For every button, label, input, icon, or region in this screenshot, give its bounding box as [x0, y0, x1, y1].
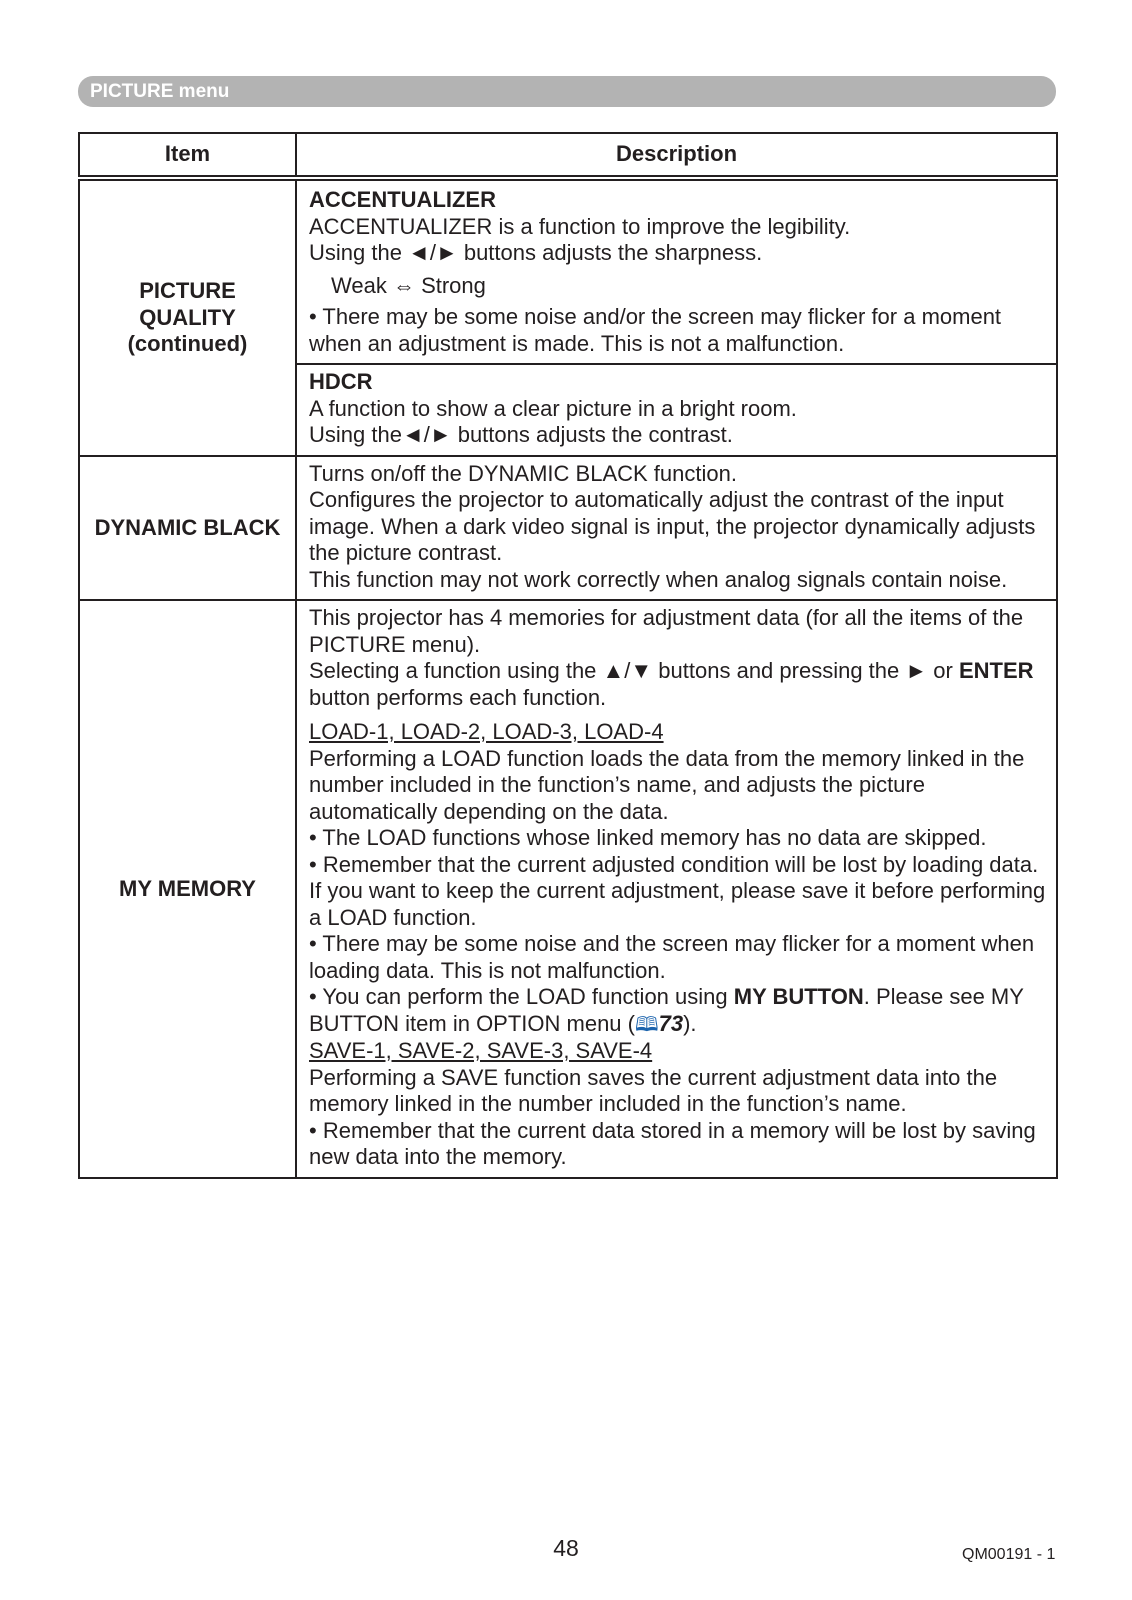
save-heading: SAVE-1, SAVE-2, SAVE-3, SAVE-4 [309, 1038, 653, 1063]
item-my-memory: MY MEMORY [79, 600, 296, 1178]
my-memory-select-text: Selecting a function using the ▲/▼ buttons and pressing the ► or [309, 658, 959, 683]
description-dynamic-black [296, 456, 1057, 601]
accentualizer-line1: ACCENTUALIZER is a function to improve the legibility. [309, 213, 851, 239]
load-note-3: • There may be some noise and the screen may flicker for a moment when loading data. This is not malfunction. [309, 931, 1035, 983]
item-picture-quality [79, 178, 296, 456]
save-note: • Remember that the current data stored in a memory will be lost by saving new data into the memory. [309, 1117, 1036, 1169]
description-my-memory [296, 600, 1057, 1178]
item-dynamic-black: DYNAMIC BLACK [79, 456, 296, 601]
book-icon: 🕮 [634, 1013, 659, 1036]
my-button-label: MY BUTTON [733, 984, 864, 1009]
dynamic-black-line1: Turns on/off the DYNAMIC BLACK function. [309, 460, 737, 486]
picture-menu-table [78, 132, 1058, 1179]
load-note-4-text-mid: . Please see MY BUTTON item in OPTION menu ( [309, 984, 1024, 1036]
accentualizer-range: Weak ⇔ Strong [331, 272, 486, 298]
hdcr-title: HDCR [309, 369, 373, 394]
description-hdcr [296, 364, 1057, 456]
table-row-my-memory [79, 600, 1057, 1178]
my-memory-intro: This projector has 4 memories for adjustment data (for all the items of the PICTURE menu). [309, 605, 1024, 657]
document-code: QM00191 - 1 [962, 1546, 1056, 1563]
enter-button-label: ENTER [958, 658, 1034, 683]
load-description: Performing a LOAD function loads the data from the memory linked in the number included in the function’s name, and adjusts the picture automatically depending on the data. [309, 745, 1025, 824]
load-note-1: • The LOAD functions whose linked memory has no data are skipped. [309, 825, 987, 850]
hdcr-line1: A function to show a clear picture in a bright room. [309, 395, 797, 421]
load-note-4 [309, 984, 1048, 1038]
load-heading: LOAD-1, LOAD-2, LOAD-3, LOAD-4 [309, 719, 664, 744]
load-note-2: • Remember that the current adjusted condition will be lost by loading data. If you want to keep the current adjustment, please save it before performing a LOAD function. [309, 851, 1046, 930]
accentualizer-title: ACCENTUALIZER [309, 187, 496, 212]
accentualizer-line2: Using the ◄/► buttons adjusts the sharpness. [309, 240, 763, 265]
menu-section-header [78, 76, 1056, 107]
page-number: 48 [553, 1535, 579, 1561]
menu-section-title: PICTURE menu [90, 81, 230, 102]
my-memory-select-text-end: button performs each function. [309, 684, 607, 710]
item-picture-quality-label: PICTURE QUALITY (continued) [127, 278, 248, 356]
table-header-row [79, 133, 1057, 178]
column-header-item: Item [79, 133, 296, 178]
save-description: Performing a SAVE function saves the current adjustment data into the memory linked in the number included in the function’s name. [309, 1064, 998, 1116]
load-note-4-text: • You can perform the LOAD function using [309, 984, 734, 1009]
my-memory-select [309, 658, 1048, 711]
accentualizer-note: • There may be some noise and/or the screen may flicker for a moment when an adjustment is made. This is not a malfunction. [309, 304, 1002, 356]
column-header-description: Description [296, 133, 1057, 178]
dynamic-black-line2: Configures the projector to automatically adjust the contrast of the input image. When a dark video signal is input, the projector dynamically adjusts the picture contrast. [309, 487, 1036, 565]
load-note-4-text-end: ). [683, 1010, 697, 1036]
page-reference[interactable]: 73 [658, 1010, 684, 1036]
table-row-dynamic-black [79, 456, 1057, 601]
hdcr-line2: Using the◄/► buttons adjusts the contrast. [309, 422, 733, 447]
table-row-picture-quality-accentualizer [79, 178, 1057, 364]
dynamic-black-line3: This function may not work correctly when analog signals contain noise. [309, 566, 1008, 592]
description-accentualizer [296, 178, 1057, 364]
